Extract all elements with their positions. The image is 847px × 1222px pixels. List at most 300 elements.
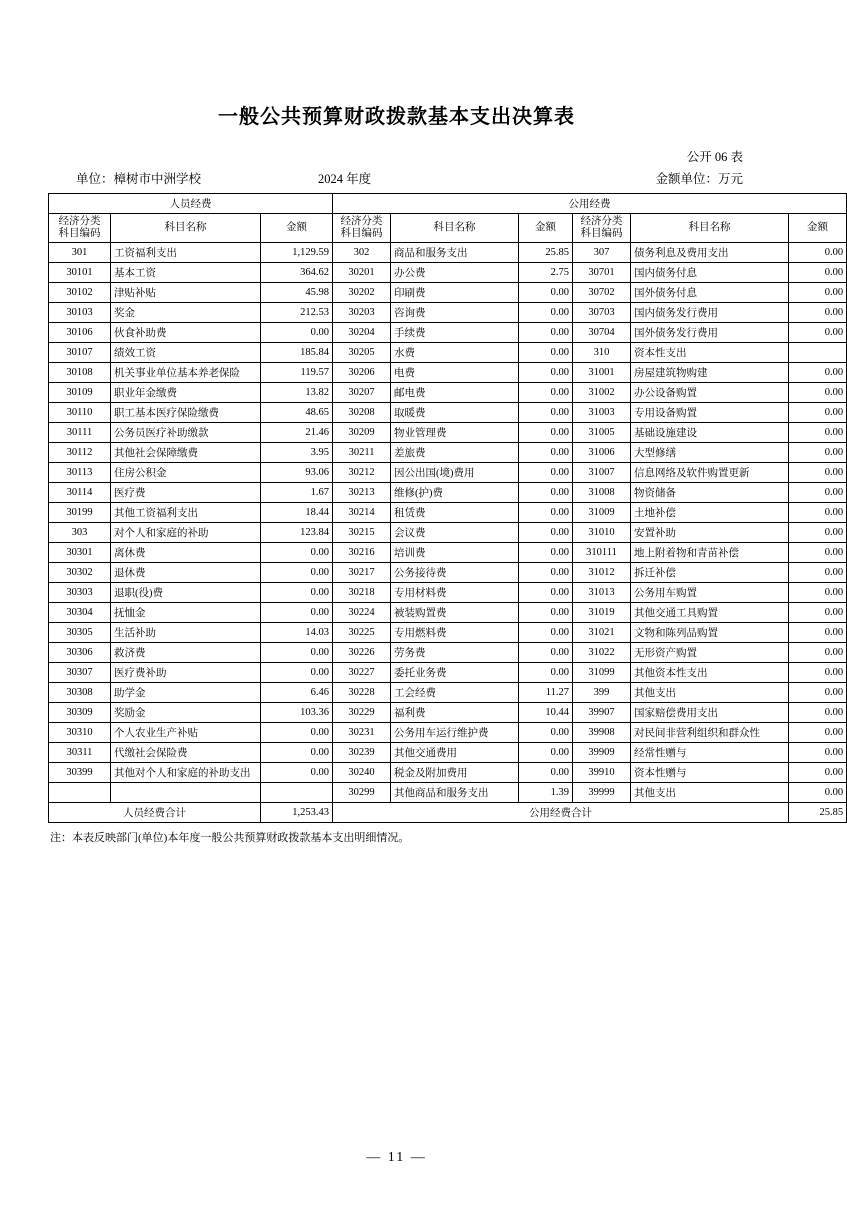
cell-amount-2: 0.00 xyxy=(519,303,573,323)
cell-code-2: 30228 xyxy=(333,683,391,703)
cell-name-3: 地上附着物和青苗补偿 xyxy=(631,543,789,563)
cell-code-1: 30110 xyxy=(49,403,111,423)
cell-code-3: 310111 xyxy=(573,543,631,563)
cell-name-1: 助学金 xyxy=(111,683,261,703)
cell-code-3: 31008 xyxy=(573,483,631,503)
cell-name-3: 资本性赠与 xyxy=(631,763,789,783)
table-row xyxy=(49,723,847,743)
cell-name-1: 救济费 xyxy=(111,643,261,663)
col-code-1: 经济分类 科目编码 xyxy=(49,214,111,243)
cell-name-3: 专用设备购置 xyxy=(631,403,789,423)
cell-code-1: 30310 xyxy=(49,723,111,743)
cell-amount-3: 0.00 xyxy=(789,263,847,283)
cell-name-1: 退休费 xyxy=(111,563,261,583)
cell-name-2: 手续费 xyxy=(391,323,519,343)
cell-amount-3: 0.00 xyxy=(789,403,847,423)
table-row xyxy=(49,343,847,363)
cell-amount-1: 0.00 xyxy=(261,323,333,343)
cell-amount-3: 0.00 xyxy=(789,603,847,623)
cell-code-1: 30399 xyxy=(49,763,111,783)
table-row xyxy=(49,703,847,723)
table-row xyxy=(49,643,847,663)
cell-name-1: 生活补助 xyxy=(111,623,261,643)
document-meta xyxy=(48,169,745,187)
cell-name-1: 基本工资 xyxy=(111,263,261,283)
cell-code-2: 30231 xyxy=(333,723,391,743)
cell-name-3: 安置补助 xyxy=(631,523,789,543)
cell-amount-2: 0.00 xyxy=(519,563,573,583)
cell-name-1: 工资福利支出 xyxy=(111,243,261,263)
cell-amount-1 xyxy=(261,783,333,803)
table-row xyxy=(49,563,847,583)
cell-name-3: 拆迁补偿 xyxy=(631,563,789,583)
cell-name-1: 住房公积金 xyxy=(111,463,261,483)
cell-amount-2: 0.00 xyxy=(519,423,573,443)
cell-name-1: 公务员医疗补助缴款 xyxy=(111,423,261,443)
cell-name-3: 经常性赠与 xyxy=(631,743,789,763)
total-personnel-label: 人员经费合计 xyxy=(49,803,261,823)
table-row xyxy=(49,683,847,703)
fiscal-year: 2024 年度 xyxy=(318,172,372,186)
cell-name-2: 差旅费 xyxy=(391,443,519,463)
column-header-row xyxy=(49,214,847,243)
cell-amount-2: 1.39 xyxy=(519,783,573,803)
cell-name-3: 基础设施建设 xyxy=(631,423,789,443)
cell-amount-1: 103.36 xyxy=(261,703,333,723)
group-header-public: 公用经费 xyxy=(333,194,847,214)
cell-amount-2: 25.85 xyxy=(519,243,573,263)
cell-code-3: 30702 xyxy=(573,283,631,303)
cell-amount-2: 0.00 xyxy=(519,463,573,483)
cell-amount-1: 93.06 xyxy=(261,463,333,483)
cell-amount-2: 0.00 xyxy=(519,503,573,523)
cell-name-1: 绩效工资 xyxy=(111,343,261,363)
table-row xyxy=(49,663,847,683)
cell-name-1: 代缴社会保险费 xyxy=(111,743,261,763)
cell-code-2: 30203 xyxy=(333,303,391,323)
cell-code-2: 30239 xyxy=(333,743,391,763)
col-code-3: 经济分类 科目编码 xyxy=(573,214,631,243)
cell-code-3: 31012 xyxy=(573,563,631,583)
cell-amount-3: 0.00 xyxy=(789,663,847,683)
cell-amount-1: 185.84 xyxy=(261,343,333,363)
cell-name-3: 国内债务发行费用 xyxy=(631,303,789,323)
cell-name-2: 办公费 xyxy=(391,263,519,283)
cell-code-3: 31006 xyxy=(573,443,631,463)
cell-name-2: 物业管理费 xyxy=(391,423,519,443)
cell-name-1: 其他对个人和家庭的补助支出 xyxy=(111,763,261,783)
cell-amount-3: 0.00 xyxy=(789,543,847,563)
cell-code-3: 31013 xyxy=(573,583,631,603)
table-note: 注：本表反映部门(单位)本年度一般公共预算财政拨款基本支出明细情况。 xyxy=(50,832,410,845)
cell-code-2: 30205 xyxy=(333,343,391,363)
cell-code-2: 30215 xyxy=(333,523,391,543)
cell-amount-1: 0.00 xyxy=(261,563,333,583)
cell-code-1: 30108 xyxy=(49,363,111,383)
cell-amount-1: 3.95 xyxy=(261,443,333,463)
table-row xyxy=(49,543,847,563)
cell-amount-3: 0.00 xyxy=(789,743,847,763)
cell-name-1: 职业年金缴费 xyxy=(111,383,261,403)
cell-code-2: 30217 xyxy=(333,563,391,583)
cell-amount-1: 0.00 xyxy=(261,743,333,763)
cell-code-2: 30218 xyxy=(333,583,391,603)
table-row xyxy=(49,403,847,423)
totals-row xyxy=(49,803,847,823)
cell-amount-3: 0.00 xyxy=(789,483,847,503)
cell-name-3: 资本性支出 xyxy=(631,343,789,363)
cell-amount-1: 0.00 xyxy=(261,663,333,683)
table-row xyxy=(49,743,847,763)
cell-name-2: 电费 xyxy=(391,363,519,383)
table-row xyxy=(49,423,847,443)
cell-name-3: 土地补偿 xyxy=(631,503,789,523)
cell-amount-1: 123.84 xyxy=(261,523,333,543)
cell-code-1: 30302 xyxy=(49,563,111,583)
cell-name-2: 其他交通费用 xyxy=(391,743,519,763)
cell-name-2: 专用燃料费 xyxy=(391,623,519,643)
cell-code-1: 30305 xyxy=(49,623,111,643)
table-row xyxy=(49,623,847,643)
table-row xyxy=(49,303,847,323)
cell-code-3: 31022 xyxy=(573,643,631,663)
cell-code-1: 30107 xyxy=(49,343,111,363)
cell-code-1: 30301 xyxy=(49,543,111,563)
cell-amount-2: 0.00 xyxy=(519,643,573,663)
cell-code-1: 30111 xyxy=(49,423,111,443)
cell-code-1: 30304 xyxy=(49,603,111,623)
cell-amount-2: 0.00 xyxy=(519,723,573,743)
form-number: 公开 06 表 xyxy=(686,150,743,164)
table-row xyxy=(49,383,847,403)
cell-name-3: 办公设备购置 xyxy=(631,383,789,403)
cell-name-3: 国外债务发行费用 xyxy=(631,323,789,343)
cell-amount-1: 0.00 xyxy=(261,723,333,743)
cell-code-2: 30208 xyxy=(333,403,391,423)
cell-name-1 xyxy=(111,783,261,803)
cell-amount-3: 0.00 xyxy=(789,503,847,523)
cell-amount-2: 0.00 xyxy=(519,283,573,303)
cell-code-1 xyxy=(49,783,111,803)
cell-name-2: 水费 xyxy=(391,343,519,363)
cell-amount-2: 0.00 xyxy=(519,623,573,643)
cell-amount-1: 0.00 xyxy=(261,603,333,623)
cell-name-1: 退职(役)费 xyxy=(111,583,261,603)
cell-amount-2: 0.00 xyxy=(519,763,573,783)
cell-name-1: 个人农业生产补贴 xyxy=(111,723,261,743)
cell-amount-1: 1.67 xyxy=(261,483,333,503)
cell-amount-1: 21.46 xyxy=(261,423,333,443)
cell-amount-3: 0.00 xyxy=(789,363,847,383)
cell-name-2: 公务用车运行维护费 xyxy=(391,723,519,743)
col-amount-3: 金额 xyxy=(789,214,847,243)
unit-label: 单位：樟树市中洲学校 xyxy=(76,172,202,186)
cell-name-2: 福利费 xyxy=(391,703,519,723)
cell-amount-2: 0.00 xyxy=(519,443,573,463)
table-row xyxy=(49,523,847,543)
cell-code-3: 30703 xyxy=(573,303,631,323)
cell-amount-1: 13.82 xyxy=(261,383,333,403)
cell-amount-1: 0.00 xyxy=(261,583,333,603)
cell-name-1: 医疗费补助 xyxy=(111,663,261,683)
cell-name-2: 工会经费 xyxy=(391,683,519,703)
cell-name-1: 伙食补助费 xyxy=(111,323,261,343)
cell-amount-2: 0.00 xyxy=(519,743,573,763)
cell-code-1: 30114 xyxy=(49,483,111,503)
cell-amount-1: 6.46 xyxy=(261,683,333,703)
cell-amount-2: 0.00 xyxy=(519,523,573,543)
cell-name-3: 国家赔偿费用支出 xyxy=(631,703,789,723)
total-public-label: 公用经费合计 xyxy=(333,803,789,823)
table-row xyxy=(49,263,847,283)
cell-code-3: 39999 xyxy=(573,783,631,803)
cell-code-3: 39909 xyxy=(573,743,631,763)
cell-name-3: 物资储备 xyxy=(631,483,789,503)
cell-name-2: 租赁费 xyxy=(391,503,519,523)
cell-amount-3: 0.00 xyxy=(789,723,847,743)
cell-amount-3: 0.00 xyxy=(789,243,847,263)
cell-name-2: 邮电费 xyxy=(391,383,519,403)
table-row xyxy=(49,243,847,263)
table-row xyxy=(49,483,847,503)
cell-name-1: 机关事业单位基本养老保险 xyxy=(111,363,261,383)
cell-code-1: 30307 xyxy=(49,663,111,683)
cell-amount-2: 0.00 xyxy=(519,343,573,363)
table-row xyxy=(49,583,847,603)
cell-code-2: 30299 xyxy=(333,783,391,803)
cell-amount-2: 0.00 xyxy=(519,323,573,343)
cell-code-3: 39907 xyxy=(573,703,631,723)
col-name-1: 科目名称 xyxy=(111,214,261,243)
table-row xyxy=(49,783,847,803)
cell-name-2: 培训费 xyxy=(391,543,519,563)
page-title: 一般公共预算财政拨款基本支出决算表 xyxy=(218,106,575,128)
cell-code-3: 39910 xyxy=(573,763,631,783)
cell-amount-1: 212.53 xyxy=(261,303,333,323)
cell-code-1: 303 xyxy=(49,523,111,543)
cell-code-2: 30240 xyxy=(333,763,391,783)
total-personnel-value: 1,253.43 xyxy=(261,803,333,823)
table-row xyxy=(49,763,847,783)
cell-name-3: 对民间非营利组织和群众性 xyxy=(631,723,789,743)
cell-name-3: 大型修缮 xyxy=(631,443,789,463)
cell-amount-1: 45.98 xyxy=(261,283,333,303)
cell-code-2: 30216 xyxy=(333,543,391,563)
cell-name-3: 其他支出 xyxy=(631,783,789,803)
cell-code-1: 30199 xyxy=(49,503,111,523)
cell-amount-3: 0.00 xyxy=(789,583,847,603)
cell-amount-3: 0.00 xyxy=(789,643,847,663)
cell-name-2: 因公出国(境)费用 xyxy=(391,463,519,483)
cell-amount-1: 119.57 xyxy=(261,363,333,383)
cell-name-2: 会议费 xyxy=(391,523,519,543)
cell-amount-3: 0.00 xyxy=(789,683,847,703)
cell-code-1: 301 xyxy=(49,243,111,263)
cell-name-3: 债务利息及费用支出 xyxy=(631,243,789,263)
cell-amount-3 xyxy=(789,343,847,363)
cell-name-2: 委托业务费 xyxy=(391,663,519,683)
cell-name-3: 国外债务付息 xyxy=(631,283,789,303)
col-amount-2: 金额 xyxy=(519,214,573,243)
table-row xyxy=(49,463,847,483)
cell-code-2: 30226 xyxy=(333,643,391,663)
cell-code-3: 31019 xyxy=(573,603,631,623)
amount-unit: 金额单位：万元 xyxy=(655,172,743,186)
col-name-2: 科目名称 xyxy=(391,214,519,243)
group-header-personnel: 人员经费 xyxy=(49,194,333,214)
cell-amount-1: 364.62 xyxy=(261,263,333,283)
cell-amount-3: 0.00 xyxy=(789,303,847,323)
col-code-2: 经济分类 科目编码 xyxy=(333,214,391,243)
cell-amount-3: 0.00 xyxy=(789,783,847,803)
cell-amount-3: 0.00 xyxy=(789,703,847,723)
page-number: — 11 — xyxy=(366,1150,427,1165)
cell-name-1: 奖金 xyxy=(111,303,261,323)
cell-name-1: 其他工资福利支出 xyxy=(111,503,261,523)
cell-code-3: 30704 xyxy=(573,323,631,343)
cell-code-2: 30207 xyxy=(333,383,391,403)
budget-table xyxy=(48,193,847,823)
cell-name-2: 取暖费 xyxy=(391,403,519,423)
cell-code-3: 30701 xyxy=(573,263,631,283)
cell-code-3: 31009 xyxy=(573,503,631,523)
cell-code-2: 30214 xyxy=(333,503,391,523)
cell-code-1: 30109 xyxy=(49,383,111,403)
cell-code-1: 30112 xyxy=(49,443,111,463)
cell-code-3: 31005 xyxy=(573,423,631,443)
table-row xyxy=(49,363,847,383)
cell-name-2: 税金及附加费用 xyxy=(391,763,519,783)
cell-name-3: 公务用车购置 xyxy=(631,583,789,603)
cell-code-2: 30209 xyxy=(333,423,391,443)
cell-code-1: 30306 xyxy=(49,643,111,663)
cell-amount-3: 0.00 xyxy=(789,323,847,343)
cell-name-3: 其他资本性支出 xyxy=(631,663,789,683)
cell-amount-1: 0.00 xyxy=(261,643,333,663)
cell-amount-2: 11.27 xyxy=(519,683,573,703)
cell-code-2: 30224 xyxy=(333,603,391,623)
cell-name-3: 信息网络及软件购置更新 xyxy=(631,463,789,483)
cell-code-1: 30311 xyxy=(49,743,111,763)
cell-amount-3: 0.00 xyxy=(789,523,847,543)
cell-name-2: 印刷费 xyxy=(391,283,519,303)
cell-name-2: 劳务费 xyxy=(391,643,519,663)
table-row xyxy=(49,283,847,303)
cell-amount-2: 0.00 xyxy=(519,363,573,383)
cell-code-2: 30201 xyxy=(333,263,391,283)
cell-amount-2: 0.00 xyxy=(519,603,573,623)
cell-name-1: 医疗费 xyxy=(111,483,261,503)
cell-code-2: 30204 xyxy=(333,323,391,343)
table-row xyxy=(49,443,847,463)
cell-code-1: 30106 xyxy=(49,323,111,343)
cell-amount-3: 0.00 xyxy=(789,383,847,403)
cell-amount-3: 0.00 xyxy=(789,623,847,643)
cell-name-3: 房屋建筑物购建 xyxy=(631,363,789,383)
cell-code-3: 31007 xyxy=(573,463,631,483)
total-public-value: 25.85 xyxy=(789,803,847,823)
cell-name-1: 离休费 xyxy=(111,543,261,563)
table-row xyxy=(49,503,847,523)
cell-code-1: 30101 xyxy=(49,263,111,283)
cell-code-2: 30225 xyxy=(333,623,391,643)
cell-code-2: 30211 xyxy=(333,443,391,463)
cell-code-3: 399 xyxy=(573,683,631,703)
cell-code-3: 31003 xyxy=(573,403,631,423)
cell-amount-2: 0.00 xyxy=(519,403,573,423)
cell-name-1: 抚恤金 xyxy=(111,603,261,623)
cell-amount-2: 2.75 xyxy=(519,263,573,283)
cell-name-3: 无形资产购置 xyxy=(631,643,789,663)
document-page xyxy=(0,100,844,1222)
cell-name-2: 被装购置费 xyxy=(391,603,519,623)
cell-amount-1: 48.65 xyxy=(261,403,333,423)
cell-name-3: 文物和陈列品购置 xyxy=(631,623,789,643)
cell-name-1: 对个人和家庭的补助 xyxy=(111,523,261,543)
cell-name-2: 商品和服务支出 xyxy=(391,243,519,263)
cell-name-2: 专用材料费 xyxy=(391,583,519,603)
cell-name-1: 其他社会保障缴费 xyxy=(111,443,261,463)
cell-amount-1: 0.00 xyxy=(261,543,333,563)
cell-code-3: 31099 xyxy=(573,663,631,683)
group-header-row xyxy=(49,194,847,214)
cell-code-2: 30227 xyxy=(333,663,391,683)
cell-code-1: 30308 xyxy=(49,683,111,703)
cell-name-1: 津贴补贴 xyxy=(111,283,261,303)
cell-amount-1: 1,129.59 xyxy=(261,243,333,263)
cell-name-3: 其他支出 xyxy=(631,683,789,703)
cell-amount-2: 0.00 xyxy=(519,663,573,683)
cell-name-2: 咨询费 xyxy=(391,303,519,323)
cell-amount-3: 0.00 xyxy=(789,563,847,583)
table-row xyxy=(49,323,847,343)
cell-amount-3: 0.00 xyxy=(789,763,847,783)
cell-code-1: 30309 xyxy=(49,703,111,723)
cell-amount-1: 14.03 xyxy=(261,623,333,643)
cell-amount-1: 0.00 xyxy=(261,763,333,783)
cell-name-1: 奖励金 xyxy=(111,703,261,723)
cell-name-2: 公务接待费 xyxy=(391,563,519,583)
cell-code-3: 31002 xyxy=(573,383,631,403)
table-body xyxy=(49,243,847,803)
cell-name-1: 职工基本医疗保险缴费 xyxy=(111,403,261,423)
cell-amount-3: 0.00 xyxy=(789,423,847,443)
cell-code-1: 30102 xyxy=(49,283,111,303)
cell-code-3: 310 xyxy=(573,343,631,363)
cell-amount-2: 0.00 xyxy=(519,483,573,503)
cell-code-3: 31001 xyxy=(573,363,631,383)
cell-amount-3: 0.00 xyxy=(789,443,847,463)
cell-amount-3: 0.00 xyxy=(789,283,847,303)
cell-amount-2: 10.44 xyxy=(519,703,573,723)
cell-name-3: 国内债务付息 xyxy=(631,263,789,283)
cell-amount-1: 18.44 xyxy=(261,503,333,523)
cell-code-2: 30212 xyxy=(333,463,391,483)
col-amount-1: 金额 xyxy=(261,214,333,243)
cell-amount-2: 0.00 xyxy=(519,543,573,563)
cell-code-1: 30113 xyxy=(49,463,111,483)
cell-code-3: 31021 xyxy=(573,623,631,643)
cell-code-2: 30202 xyxy=(333,283,391,303)
cell-code-2: 30229 xyxy=(333,703,391,723)
cell-code-3: 39908 xyxy=(573,723,631,743)
cell-name-2: 其他商品和服务支出 xyxy=(391,783,519,803)
cell-code-1: 30303 xyxy=(49,583,111,603)
cell-code-2: 30213 xyxy=(333,483,391,503)
cell-name-3: 其他交通工具购置 xyxy=(631,603,789,623)
col-name-3: 科目名称 xyxy=(631,214,789,243)
table-row xyxy=(49,603,847,623)
